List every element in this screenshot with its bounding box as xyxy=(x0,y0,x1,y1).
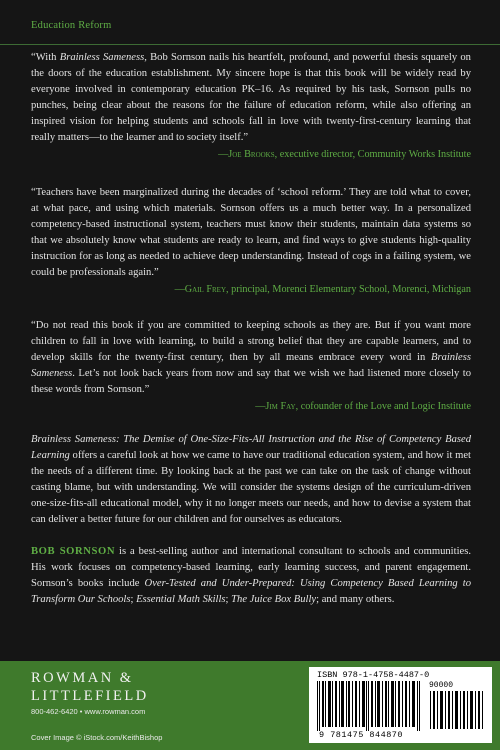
quote-attribution: —Gail Frey, principal, Morenci Elementary School, Morenci, Michigan xyxy=(174,284,471,295)
isbn-text: ISBN 978-1-4758-4487-0 xyxy=(317,670,430,680)
isbn-barcode xyxy=(309,667,492,743)
publisher-logo-text: ROWMAN & LITTLEFIELD xyxy=(31,670,149,704)
quote-text: “With Brainless Sameness, Bob Sornson nails his heartfelt, profound, and powerful thesis squarely on the doors of the education establishment. My sincere hope is that this book will be widely read by everyone involved in contemporary education PK–16. As required by his task, Sornson pulls no punches, being clear about the reasons for the failure of education reform, while also offering an inspired vision for helping students and schools fall in love with twenty-first-century learning that really matters—to the learner and to society itself.” xyxy=(31,52,471,143)
category-label: Education Reform xyxy=(31,20,112,31)
endorsement-quote-1 xyxy=(31,50,471,162)
publisher-footer xyxy=(0,661,500,750)
price-code: 90000 xyxy=(429,681,454,690)
header-divider xyxy=(0,44,500,45)
quote-attribution: —Joe Brooks, executive director, Community Works Institute xyxy=(218,149,471,160)
author-name: BOB SORNSON xyxy=(31,546,116,557)
quote-text: “Do not read this book if you are committed to keeping schools as they are. But if you want more children to fall in love with learning, to build a strong belief that they are capable learners, and to develop skills for the twenty-first century, then by all means embrace every word in Brainless Sameness. Let’s not look back years from now and say that we wish we had listened more closely to these words from Sornson.” xyxy=(31,320,471,395)
cover-image-credit: Cover Image © iStock.com/KeithBishop xyxy=(31,733,163,742)
quote-text: “Teachers have been marginalized during the decades of ‘school reform.’ They are told what to cover, at what pace, and using which materials. Sornson offers us a much better way. In a personalized competency-based instructional system, teachers must know their students, maintain data systems so that we absolutely know what students are ready to learn, and find ways to give students high-quality instruction for as long as needed to achieve deep understanding. Instead of cogs in a failing system, we could be professionals again.” xyxy=(31,187,471,278)
barcode-bars-icon xyxy=(315,681,423,731)
endorsement-quote-2 xyxy=(31,185,471,297)
author-bio: BOB SORNSON is a best-selling author and international consultant to schools and communities. His work focuses on competency-based learning, early learning success, and parent engagement. Sornson’s books include Over-Tested and Under-Prepared: Using Competency Based Learning to Transform Our Schools; Essential Math Skills; The Juice Box Bully; and many others. xyxy=(31,546,471,605)
endorsement-quote-3 xyxy=(31,318,471,414)
publisher-contact: 800-462-6420 • www.rowman.com xyxy=(31,707,146,716)
price-barcode-icon xyxy=(429,691,485,729)
book-title: Brainless Sameness: The Demise of One-Size-Fits-All Instruction and the Rise of Competency Based Learning xyxy=(31,434,471,461)
quote-attribution: —Jim Fay, cofounder of the Love and Logic Institute xyxy=(255,401,471,412)
barcode-number: 9 781475 844870 xyxy=(319,730,404,740)
book-description: Brainless Sameness: The Demise of One-Size-Fits-All Instruction and the Rise of Competency Based Learning offers a careful look at how we came to have our traditional education system, and how it met the needs of a different time. By looking back at the past we can take on the task of change without casting blame, but with understanding. We will consider the systems design of the curriculum-driven one-size-fits-all educational model, why it no longer meets our needs, and how to devise a system that can deliver a better future for our children and for ourselves as educators. xyxy=(31,434,471,525)
